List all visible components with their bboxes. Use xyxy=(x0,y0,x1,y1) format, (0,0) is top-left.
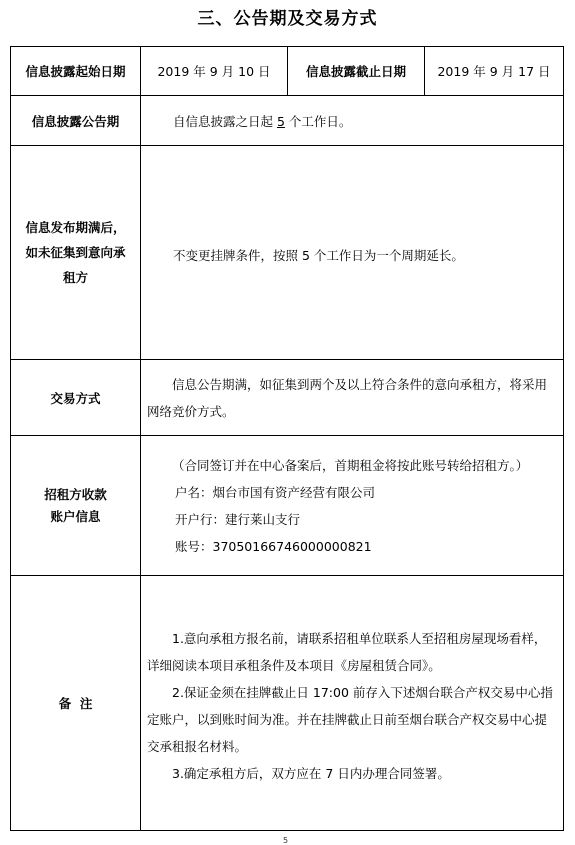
account-label-line-2: 账户信息 xyxy=(50,508,101,524)
table-row-dates xyxy=(11,47,564,96)
remarks-value xyxy=(141,576,564,831)
account-note: （合同签订并在中心备案后，首期租金将按此账号转给招租方。） xyxy=(172,457,529,473)
remarks-label: 备 注 xyxy=(11,576,141,831)
section-title: 三、公告期及交易方式 xyxy=(197,9,378,29)
remark-item-2: 2.保证金须在挂牌截止日 17:00 前存入下述烟台联合产权交易中心指定账户，以到账时间为准。并在挂牌截止日前至烟台联合产权交易中心提交承租报名材料。 xyxy=(147,685,553,754)
table-row-remarks xyxy=(11,576,564,831)
expire-label xyxy=(11,146,141,360)
table-row-expire xyxy=(11,146,564,360)
method-value xyxy=(141,360,564,436)
remark-item-3: 3.确定承租方后，双方应在 7 日内办理合同签署。 xyxy=(172,766,450,781)
expire-label-line-3: 租方 xyxy=(62,270,88,285)
expire-label-line-2: 如未征集到意向承 xyxy=(25,245,126,260)
end-date-value: 2019 年 9 月 17 日 xyxy=(425,47,564,96)
account-number: 账号：37050166746000000821 xyxy=(175,538,372,554)
announcement-table xyxy=(10,46,564,831)
table-row-account xyxy=(11,436,564,576)
period-text-post: 个工作日。 xyxy=(284,113,352,129)
table-row-method xyxy=(11,360,564,436)
table-row-period xyxy=(11,96,564,146)
account-label-line-1: 招租方收款 xyxy=(44,486,107,502)
start-date-value: 2019 年 9 月 10 日 xyxy=(141,47,288,96)
period-value xyxy=(141,96,564,146)
start-date-label: 信息披露起始日期 xyxy=(11,47,141,96)
account-label xyxy=(11,436,141,576)
period-number: 5 xyxy=(276,113,285,129)
method-text: 信息公告期满，如征集到两个及以上符合条件的意向承租方，将采用网络竞价方式。 xyxy=(147,376,548,419)
remark-item-1: 1.意向承租方报名前，请联系招租单位联系人至招租房屋现场看样，详细阅读本项目承租条件及本项目《房屋租赁合同》。 xyxy=(147,631,547,673)
period-label: 信息披露公告期 xyxy=(11,96,141,146)
expire-text: 不变更挂牌条件，按照 5 个工作日为一个周期延长。 xyxy=(173,247,464,263)
expire-label-line-1: 信息发布期满后， xyxy=(25,220,126,235)
end-date-label: 信息披露截止日期 xyxy=(288,47,425,96)
account-holder: 户名：烟台市国有资产经营有限公司 xyxy=(175,484,376,500)
period-text-pre: 自信息披露之日起 xyxy=(173,113,277,129)
account-bank: 开户行：建行莱山支行 xyxy=(175,511,301,527)
page-number: 5 xyxy=(283,836,289,845)
method-label: 交易方式 xyxy=(11,360,141,436)
expire-value xyxy=(141,146,564,360)
account-value xyxy=(141,436,564,576)
